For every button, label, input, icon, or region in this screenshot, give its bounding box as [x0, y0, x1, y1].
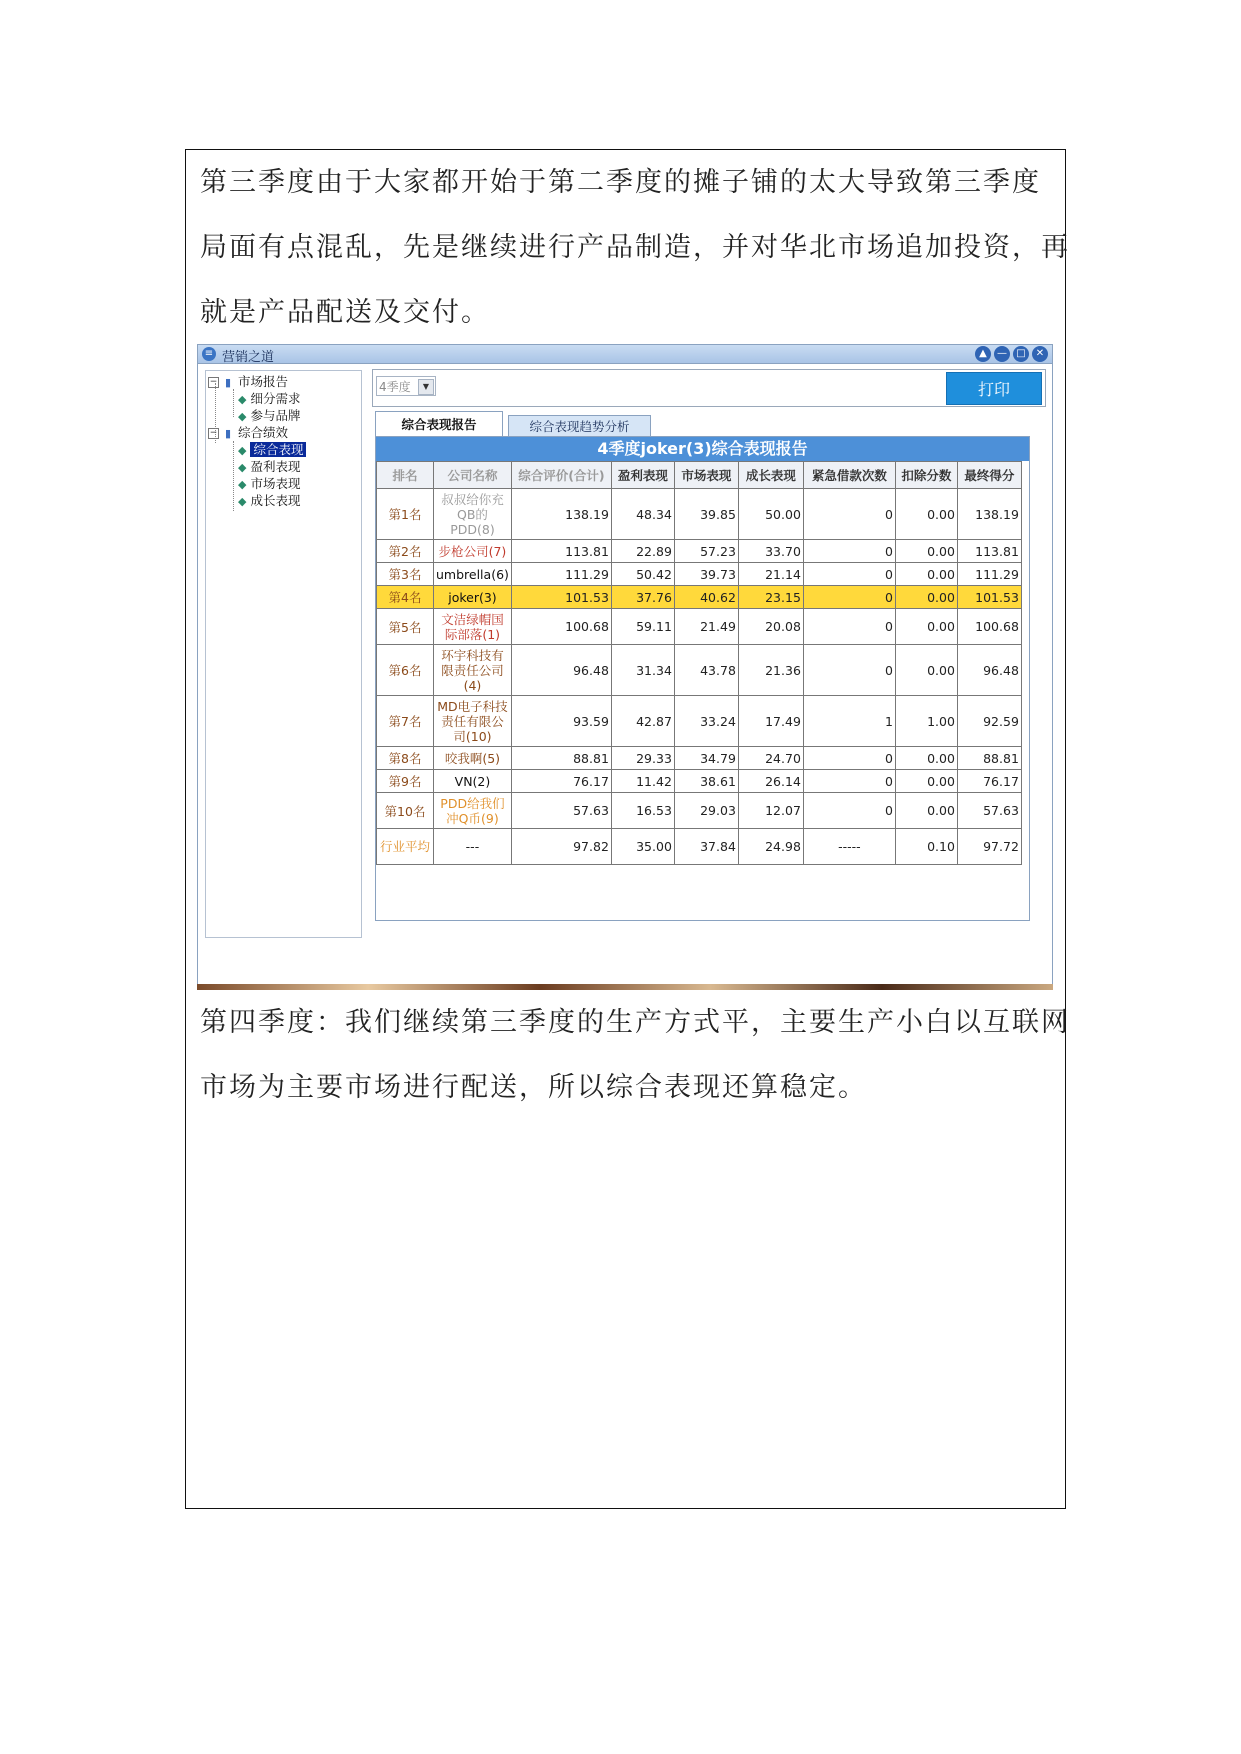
paragraph-line: 第三季度由于大家都开始于第二季度的摊子铺的太大导致第三季度 [200, 167, 1041, 198]
loans-cell: 0 [803, 586, 895, 609]
folder-icon: ▮ [224, 427, 232, 440]
score-cell: 57.63 [511, 793, 611, 829]
diamond-icon: ◆ [238, 444, 247, 457]
final-cell: 57.63 [957, 793, 1021, 829]
market-cell: 39.85 [674, 489, 738, 540]
profit-cell: 11.42 [611, 770, 674, 793]
collapse-icon[interactable]: ▲ [975, 346, 991, 362]
column-header: 排名 [377, 462, 434, 489]
deduct-cell: 0.00 [895, 563, 957, 586]
deduct-cell: 0.00 [895, 747, 957, 770]
column-header: 盈利表现 [611, 462, 674, 489]
rank-cell: 第8名 [377, 747, 434, 770]
company-cell: 环宇科技有限责任公司(4) [434, 645, 512, 696]
score-cell: 111.29 [511, 563, 611, 586]
rank-cell: 第10名 [377, 793, 434, 829]
company-cell: MD电子科技责任有限公司(10) [434, 696, 512, 747]
paragraph-q3 [200, 150, 1070, 345]
growth-cell: 24.70 [738, 747, 803, 770]
tree-label: 参与品牌 [250, 408, 301, 423]
tree-label: 综合绩效 [238, 425, 289, 440]
deduct-cell: 0.00 [895, 770, 957, 793]
column-header: 公司名称 [434, 462, 512, 489]
minimize-icon[interactable]: — [994, 346, 1010, 362]
deduct-cell: 0.00 [895, 609, 957, 645]
rank-cell: 第7名 [377, 696, 434, 747]
table-row [377, 696, 1022, 747]
market-cell: 40.62 [674, 586, 738, 609]
score-cell: 93.59 [511, 696, 611, 747]
profit-cell: 16.53 [611, 793, 674, 829]
loans-cell: ----- [803, 829, 895, 865]
paragraph-line: 第四季度：我们继续第三季度的生产方式平，主要生产小白以互联网 [200, 1007, 1070, 1038]
window-title: 营销之道 [222, 350, 275, 365]
loans-cell: 0 [803, 609, 895, 645]
close-icon[interactable]: ✕ [1032, 346, 1048, 362]
growth-cell: 20.08 [738, 609, 803, 645]
company-cell: joker(3) [434, 586, 512, 609]
tree-label: 细分需求 [250, 391, 301, 406]
company-cell: --- [434, 829, 512, 865]
deduct-cell: 0.00 [895, 489, 957, 540]
deduct-cell: 0.00 [895, 540, 957, 563]
season-select[interactable] [376, 376, 436, 396]
tree-item-profit[interactable] [238, 458, 300, 475]
company-cell: VN(2) [434, 770, 512, 793]
window-controls [975, 346, 1048, 362]
loans-cell: 0 [803, 770, 895, 793]
tree-line [233, 389, 234, 417]
profit-cell: 48.34 [611, 489, 674, 540]
loans-cell: 1 [803, 696, 895, 747]
score-cell: 100.68 [511, 609, 611, 645]
profit-cell: 50.42 [611, 563, 674, 586]
column-header: 市场表现 [674, 462, 738, 489]
final-cell: 111.29 [957, 563, 1021, 586]
app-menu-icon[interactable]: ≡ [202, 347, 216, 361]
tree-label: 市场报告 [238, 374, 289, 389]
market-cell: 21.49 [674, 609, 738, 645]
deduct-cell: 1.00 [895, 696, 957, 747]
maximize-icon[interactable]: □ [1013, 346, 1029, 362]
tab-overall-report[interactable]: 综合表现报告 [375, 411, 503, 436]
table-row [377, 609, 1022, 645]
profit-cell: 22.89 [611, 540, 674, 563]
rank-cell: 第6名 [377, 645, 434, 696]
paragraph-line: 局面有点混乱，先是继续进行产品制造，并对华北市场追加投资，再 [200, 232, 1070, 263]
growth-cell: 21.36 [738, 645, 803, 696]
rank-cell: 第2名 [377, 540, 434, 563]
profit-cell: 29.33 [611, 747, 674, 770]
rank-cell: 行业平均 [377, 829, 434, 865]
final-cell: 96.48 [957, 645, 1021, 696]
growth-cell: 26.14 [738, 770, 803, 793]
deduct-cell: 0.00 [895, 793, 957, 829]
rank-cell: 第9名 [377, 770, 434, 793]
tree-item-overall-performance[interactable] [208, 424, 288, 441]
report-panel [375, 436, 1030, 921]
collapse-toggle-icon[interactable]: − [209, 428, 218, 438]
final-cell: 97.72 [957, 829, 1021, 865]
paragraph-line: 就是产品配送及交付。 [200, 297, 490, 328]
season-value: 4季度 [379, 380, 411, 394]
market-cell: 39.73 [674, 563, 738, 586]
growth-cell: 24.98 [738, 829, 803, 865]
final-cell: 100.68 [957, 609, 1021, 645]
company-cell: 步枪公司(7) [434, 540, 512, 563]
paragraph-line: 市场为主要市场进行配送，所以综合表现还算稳定。 [200, 1072, 867, 1103]
column-header: 综合评价(合计) [511, 462, 611, 489]
diamond-icon: ◆ [238, 393, 247, 406]
table-row [377, 793, 1022, 829]
growth-cell: 23.15 [738, 586, 803, 609]
table-row [377, 747, 1022, 770]
final-cell: 88.81 [957, 747, 1021, 770]
market-cell: 33.24 [674, 696, 738, 747]
diamond-icon: ◆ [238, 410, 247, 423]
score-cell: 113.81 [511, 540, 611, 563]
tree-label: 市场表现 [250, 476, 301, 491]
paragraph-q4 [200, 990, 1070, 1120]
tree-label-selected: 综合表现 [250, 442, 306, 457]
print-button[interactable]: 打印 [946, 372, 1042, 405]
table-row [377, 540, 1022, 563]
growth-cell: 17.49 [738, 696, 803, 747]
report-title: 4季度joker(3)综合表现报告 [376, 437, 1029, 461]
profit-cell: 31.34 [611, 645, 674, 696]
tree-label: 成长表现 [250, 493, 301, 508]
loans-cell: 0 [803, 563, 895, 586]
market-cell: 34.79 [674, 747, 738, 770]
tree-item-brands[interactable] [238, 407, 300, 424]
loans-cell: 0 [803, 645, 895, 696]
final-cell: 76.17 [957, 770, 1021, 793]
growth-cell: 21.14 [738, 563, 803, 586]
market-cell: 43.78 [674, 645, 738, 696]
column-header: 最终得分 [957, 462, 1021, 489]
table-row [377, 489, 1022, 540]
growth-cell: 50.00 [738, 489, 803, 540]
loans-cell: 0 [803, 793, 895, 829]
loans-cell: 0 [803, 540, 895, 563]
chevron-down-icon[interactable]: ▼ [418, 379, 434, 395]
column-header: 扣除分数 [895, 462, 957, 489]
loans-cell: 0 [803, 747, 895, 770]
tree-label: 盈利表现 [250, 459, 301, 474]
rank-cell: 第1名 [377, 489, 434, 540]
final-cell: 101.53 [957, 586, 1021, 609]
folder-icon: ▮ [224, 376, 232, 389]
growth-cell: 12.07 [738, 793, 803, 829]
score-cell: 88.81 [511, 747, 611, 770]
rank-cell: 第4名 [377, 586, 434, 609]
table-row [377, 586, 1022, 609]
final-cell: 138.19 [957, 489, 1021, 540]
diamond-icon: ◆ [238, 495, 247, 508]
score-cell: 101.53 [511, 586, 611, 609]
profit-cell: 42.87 [611, 696, 674, 747]
final-cell: 113.81 [957, 540, 1021, 563]
company-cell: umbrella(6) [434, 563, 512, 586]
table-row [377, 563, 1022, 586]
diamond-icon: ◆ [238, 461, 247, 474]
column-header: 成长表现 [738, 462, 803, 489]
loans-cell: 0 [803, 489, 895, 540]
deduct-cell: 0.10 [895, 829, 957, 865]
diamond-icon: ◆ [238, 478, 247, 491]
tab-trend-analysis[interactable]: 综合表现趋势分析 [508, 415, 651, 436]
collapse-toggle-icon[interactable]: − [209, 377, 218, 387]
score-cell: 76.17 [511, 770, 611, 793]
company-cell: 叔叔给你充QB的PDD(8) [434, 489, 512, 540]
report-toolbar [372, 369, 1046, 407]
company-cell: 咬我啊(5) [434, 747, 512, 770]
profit-cell: 37.76 [611, 586, 674, 609]
score-cell: 96.48 [511, 645, 611, 696]
growth-cell: 33.70 [738, 540, 803, 563]
deduct-cell: 0.00 [895, 645, 957, 696]
average-row [377, 829, 1022, 865]
tree-item-market-report[interactable] [208, 373, 288, 390]
profit-cell: 35.00 [611, 829, 674, 865]
tree-item-growth[interactable] [238, 492, 300, 509]
deduct-cell: 0.00 [895, 586, 957, 609]
company-cell: 文洁绿帽国际部落(1) [434, 609, 512, 645]
market-cell: 57.23 [674, 540, 738, 563]
tree-item-segment-demand[interactable] [238, 390, 300, 407]
window-titlebar [198, 345, 1052, 364]
score-cell: 138.19 [511, 489, 611, 540]
score-cell: 97.82 [511, 829, 611, 865]
rank-cell: 第3名 [377, 563, 434, 586]
column-header: 紧急借款次数 [803, 462, 895, 489]
market-cell: 37.84 [674, 829, 738, 865]
table-header-row [377, 462, 1022, 489]
market-cell: 38.61 [674, 770, 738, 793]
table-row [377, 770, 1022, 793]
report-table [376, 461, 1022, 865]
nav-tree [205, 370, 362, 938]
table-row [377, 645, 1022, 696]
tree-item-market[interactable] [238, 475, 300, 492]
tree-line [233, 441, 234, 511]
profit-cell: 59.11 [611, 609, 674, 645]
app-window [197, 344, 1053, 986]
rank-cell: 第5名 [377, 609, 434, 645]
final-cell: 92.59 [957, 696, 1021, 747]
tree-item-overall-report[interactable] [238, 441, 306, 458]
market-cell: 29.03 [674, 793, 738, 829]
company-cell: PDD给我们冲Q币(9) [434, 793, 512, 829]
